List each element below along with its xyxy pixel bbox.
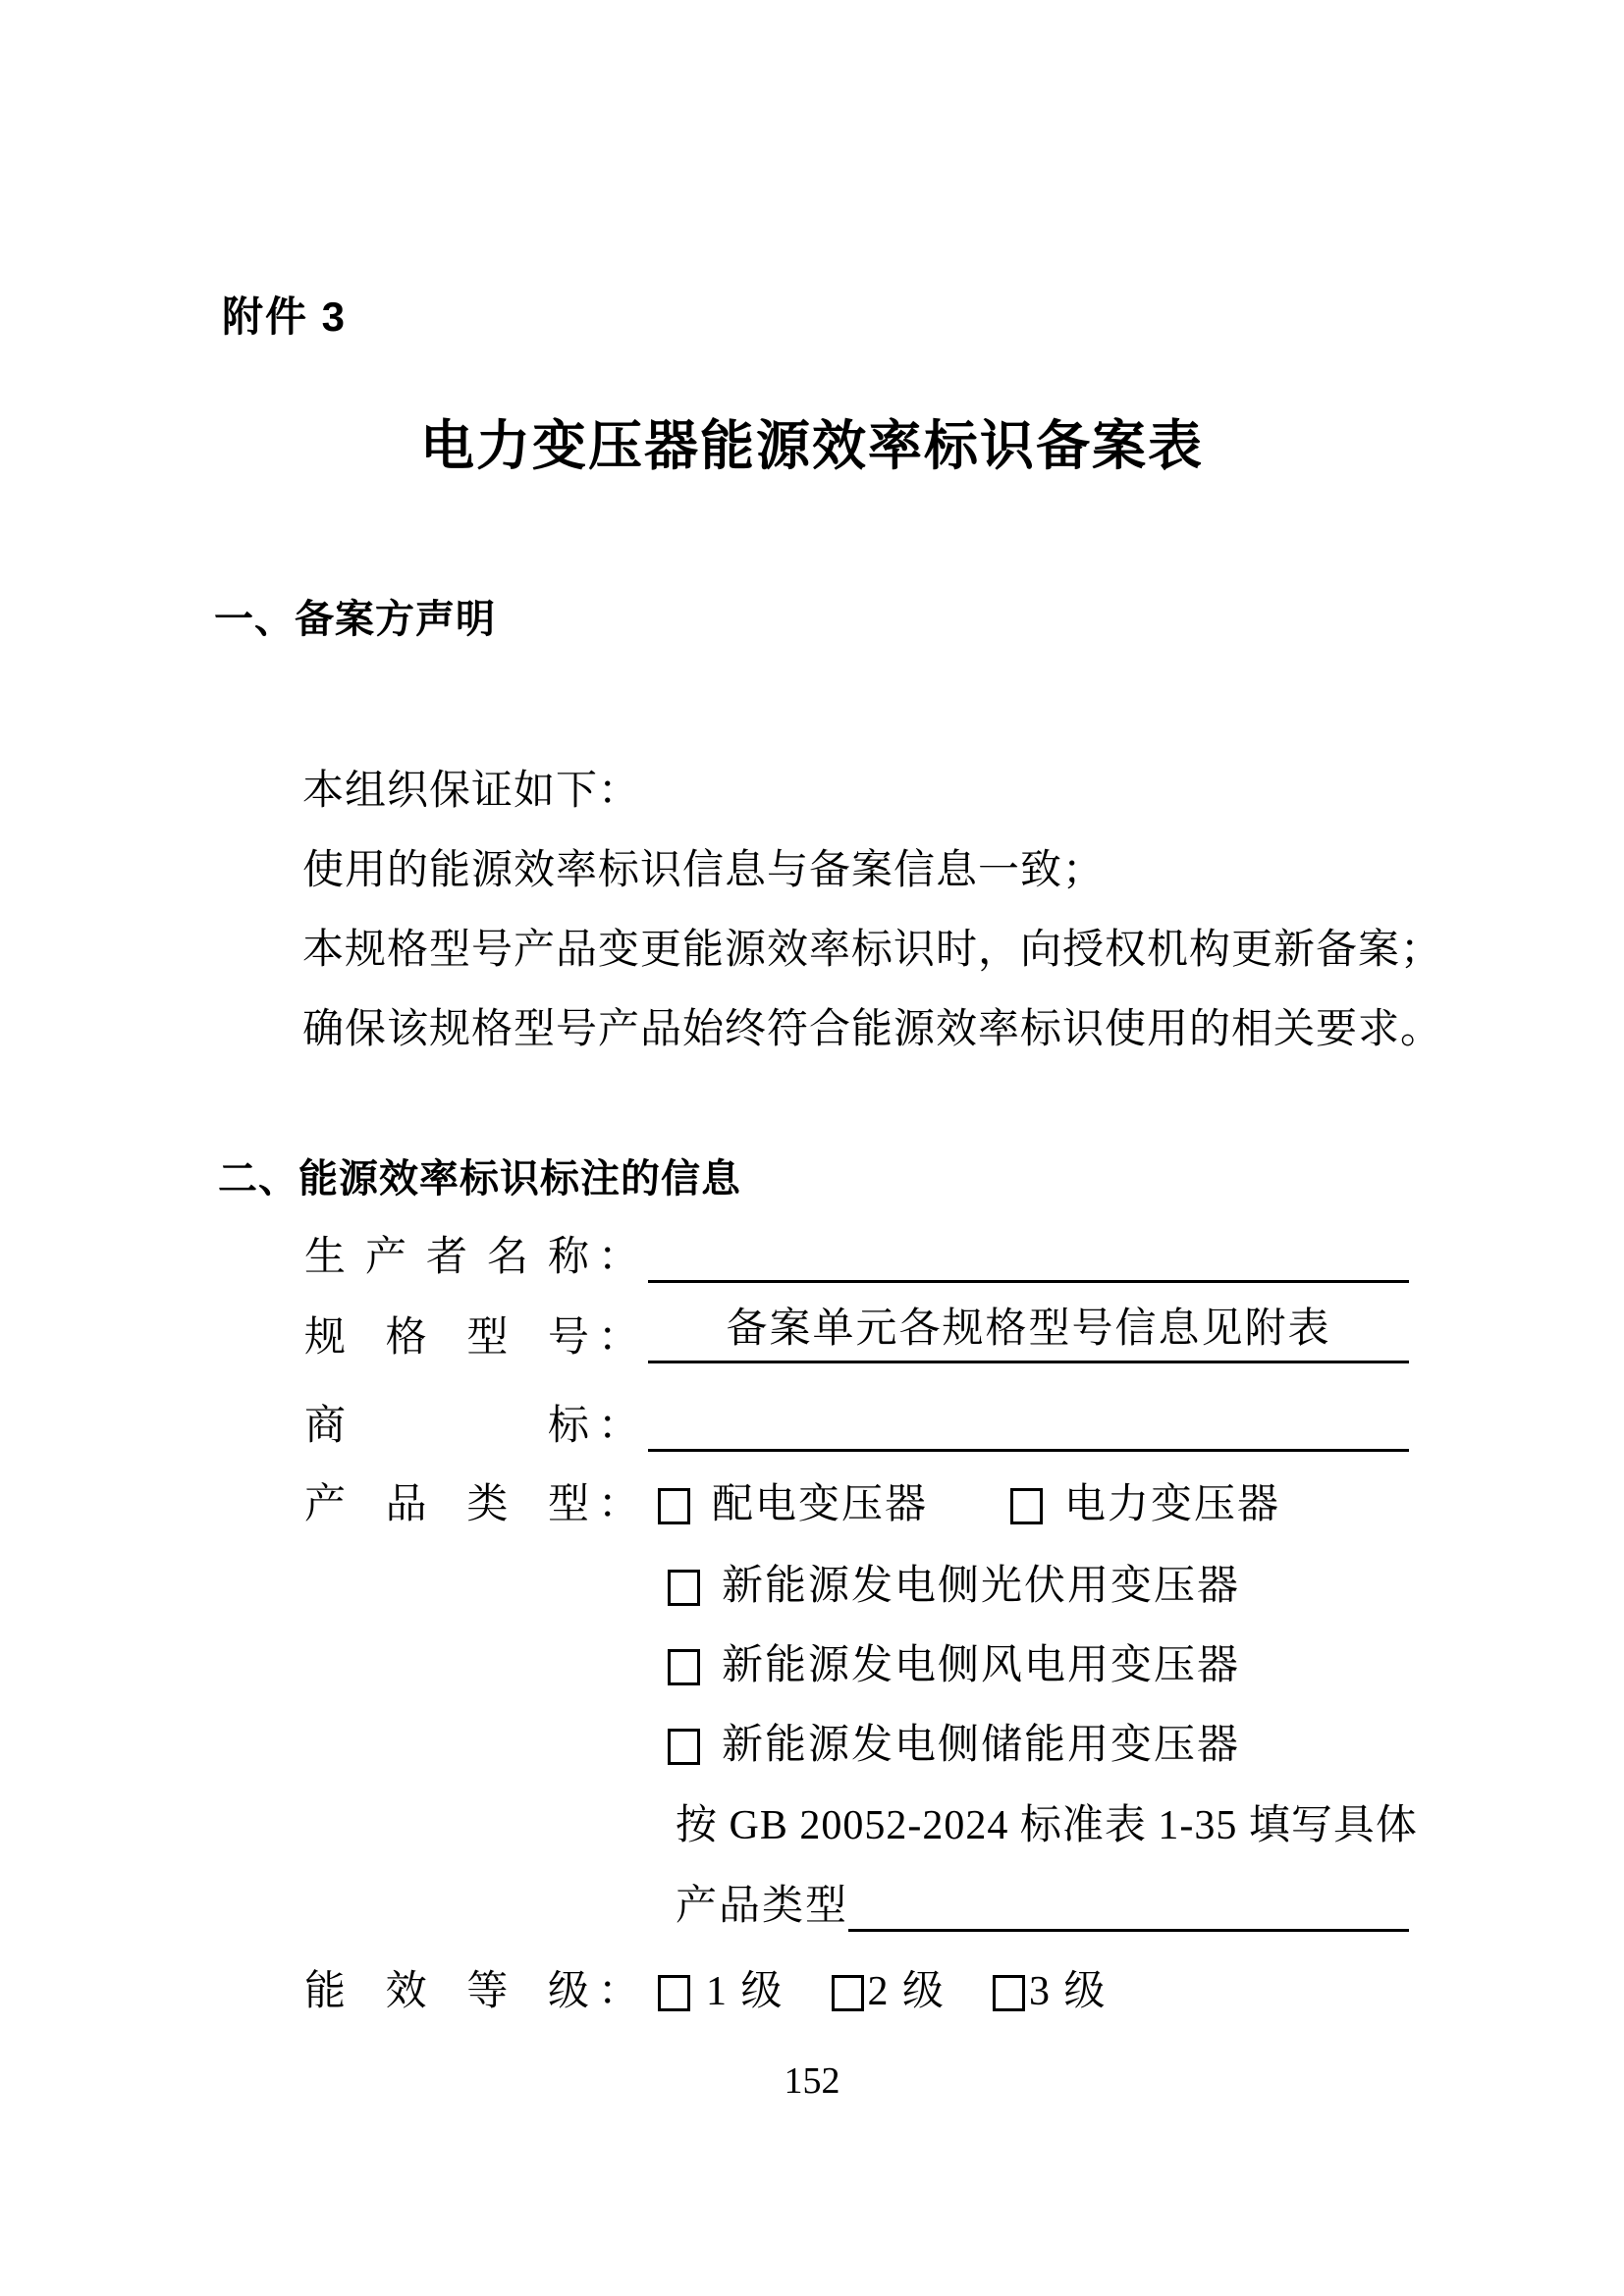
specific-product-type-label: 产品类型: [676, 1884, 849, 1929]
product-type-colon: ：: [597, 1482, 639, 1527]
trademark-label: 商标: [304, 1404, 589, 1449]
model-colon: ：: [597, 1315, 639, 1361]
checkbox-icon[interactable]: [832, 1975, 864, 2011]
producer-label: 生产者名称: [304, 1235, 589, 1280]
efficiency-option-label: 3 级: [1029, 1969, 1108, 2014]
efficiency-option-grade3: [993, 1966, 1108, 2017]
product-option-pv: [668, 1561, 1240, 1612]
specific-product-type-row: [676, 1881, 1409, 1932]
checkbox-icon[interactable]: [668, 1649, 700, 1685]
efficiency-option-grade1: [658, 1966, 785, 2017]
product-option-label: 新能源发电侧光伏用变压器: [722, 1564, 1241, 1609]
specific-product-type-blank-line[interactable]: [848, 1878, 1409, 1932]
page-number: 152: [784, 2060, 840, 2102]
product-option-label: 新能源发电侧储能用变压器: [722, 1723, 1241, 1768]
gb-standard-note: [676, 1800, 1624, 1851]
producer-label-block: [304, 1232, 648, 1283]
model-row: [304, 1307, 1409, 1363]
declaration-line-2: 使用的能源效率标识信息与备案信息一致；: [302, 848, 1106, 893]
trademark-row: [304, 1401, 1409, 1452]
product-option-storage: [668, 1720, 1240, 1771]
section2-heading: 二、能源效率标识标注的信息: [218, 1157, 741, 1201]
trademark-label-block: [304, 1401, 648, 1452]
efficiency-label-block: [304, 1966, 648, 2017]
checkbox-icon[interactable]: [668, 1570, 700, 1606]
document-title: 电力变压器能源效率标识备案表: [419, 416, 1204, 476]
product-option-distribution: [658, 1479, 928, 1530]
product-option-power: [1010, 1479, 1280, 1530]
efficiency-grade-row: [304, 1966, 1409, 2017]
product-option-wind-row: [668, 1640, 1624, 1691]
product-type-row: [304, 1479, 1409, 1530]
declaration-line-1: 本组织保证如下：: [302, 769, 641, 814]
checkbox-icon[interactable]: [658, 1488, 690, 1524]
producer-colon: ：: [597, 1235, 639, 1280]
product-option-wind: [668, 1640, 1240, 1691]
checkbox-icon[interactable]: [658, 1975, 690, 2011]
product-type-options-line1: [658, 1479, 1280, 1530]
gb-standard-note-text: 按 GB 20052-2024 标准表 1-35 填写具体: [676, 1803, 1418, 1848]
efficiency-option-label: 1 级: [706, 1969, 785, 2014]
product-type-label-block: [304, 1479, 648, 1530]
trademark-blank-line[interactable]: [648, 1398, 1409, 1452]
product-option-storage-row: [668, 1720, 1624, 1771]
checkbox-icon[interactable]: [668, 1729, 700, 1765]
declaration-line-3: 本规格型号产品变更能源效率标识时，向授权机构更新备案；: [302, 928, 1443, 973]
section1-heading: 一、备案方声明: [214, 598, 496, 641]
efficiency-option-grade2: [832, 1966, 947, 2017]
efficiency-colon: ：: [597, 1969, 639, 2014]
product-option-label: 配电变压器: [712, 1482, 929, 1527]
declaration-line-4: 确保该规格型号产品始终符合能源效率标识使用的相关要求。: [302, 1007, 1443, 1052]
product-option-pv-row: [668, 1561, 1624, 1612]
model-label-block: [304, 1312, 648, 1363]
efficiency-option-label: 2 级: [867, 1969, 947, 2014]
producer-row: [304, 1232, 1409, 1283]
efficiency-label: 能效等级: [304, 1969, 589, 2014]
product-option-label: 电力变压器: [1064, 1482, 1281, 1527]
checkbox-icon[interactable]: [1010, 1488, 1043, 1524]
attachment-label: 附件 3: [222, 294, 348, 340]
model-value-line[interactable]: 备案单元各规格型号信息见附表: [648, 1304, 1409, 1363]
declaration-paragraph: [302, 752, 1443, 1070]
product-option-label: 新能源发电侧风电用变压器: [722, 1643, 1241, 1688]
product-type-label: 产品类型: [304, 1482, 589, 1527]
producer-blank-line[interactable]: [648, 1229, 1409, 1283]
trademark-colon: ：: [597, 1404, 639, 1449]
efficiency-options: [658, 1966, 1108, 2017]
checkbox-icon[interactable]: [993, 1975, 1025, 2011]
model-label: 规格型号: [304, 1315, 589, 1361]
